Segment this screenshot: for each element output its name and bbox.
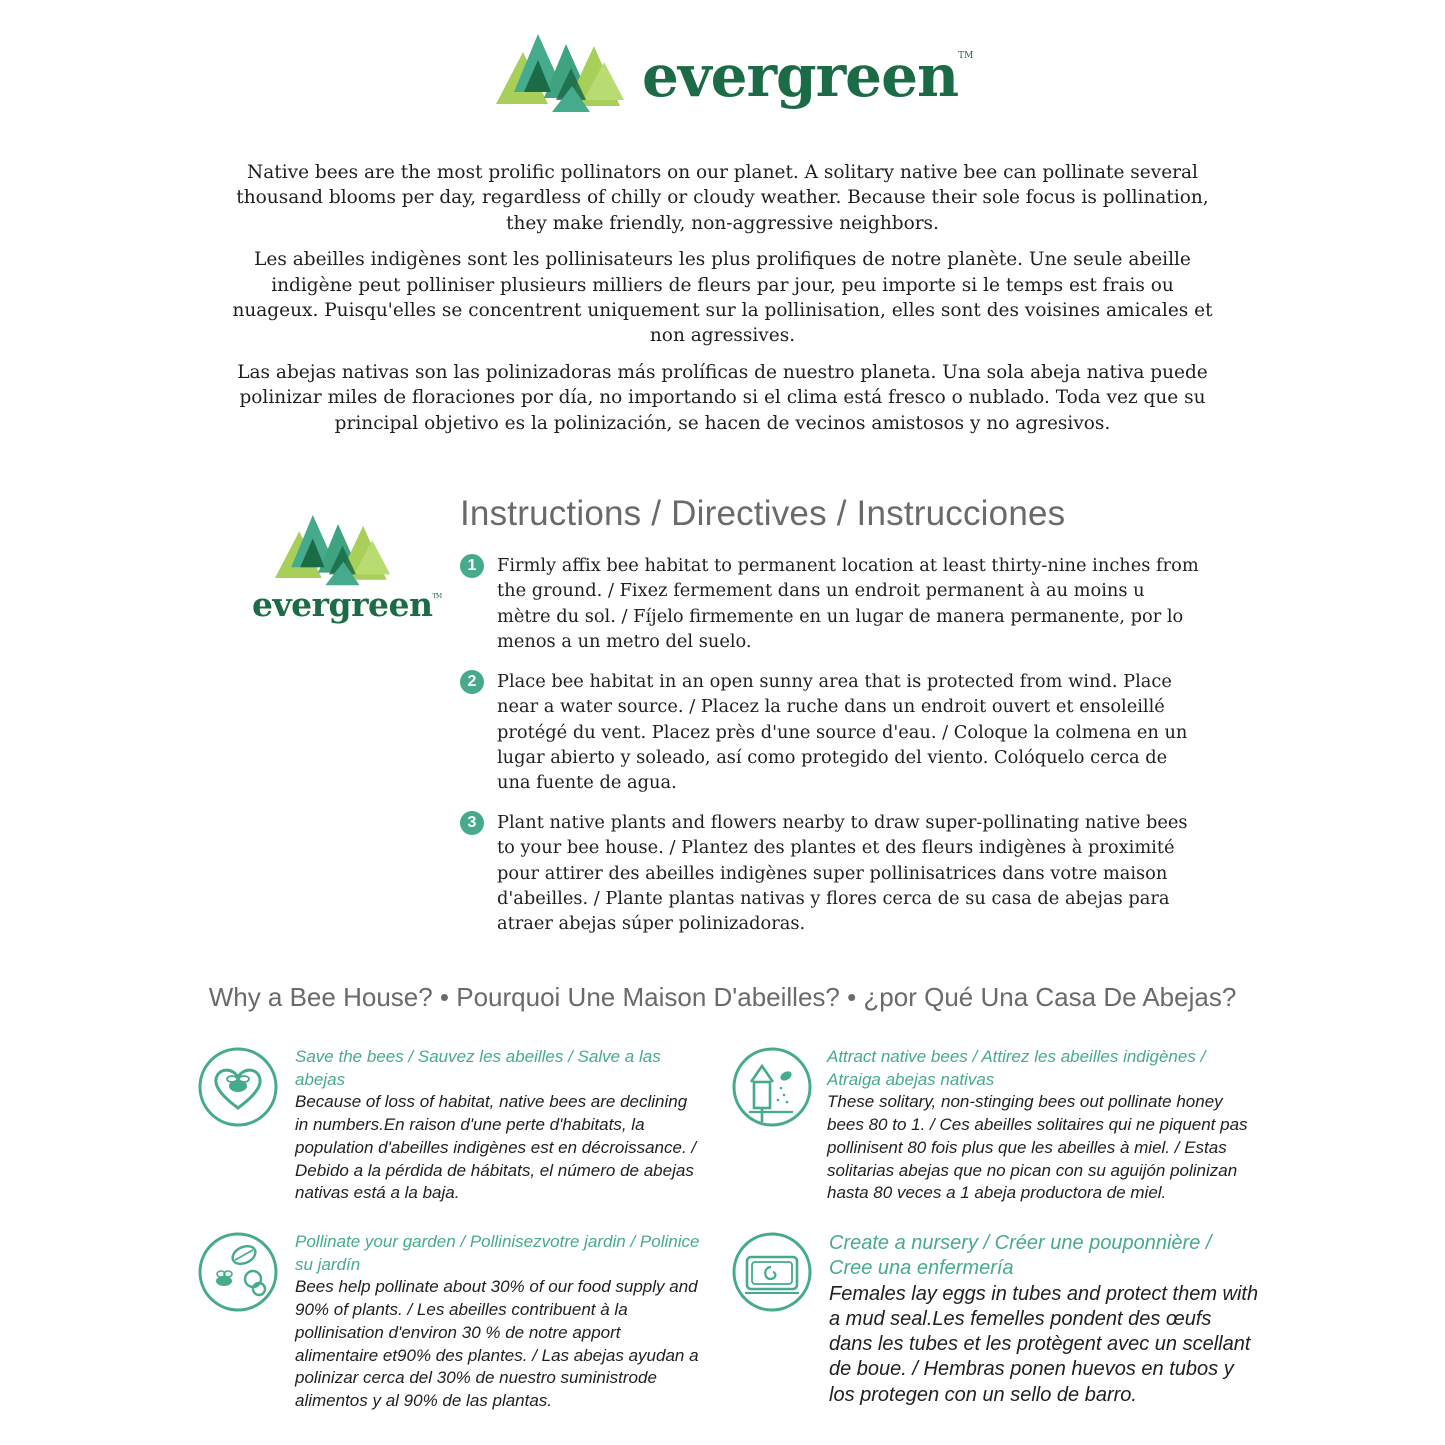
benefit-text: Females lay eggs in tubes and protect them with a mud seal.Les femelles pondent des œufs dans les tubes et les protègent avec un scellant de boue. / Hembras ponen huevos en tubos y los protegen con un sello de barro. [829, 1282, 1259, 1406]
intro-spanish: Las abejas nativas son las polinizadoras más prolíficas de nuestro planeta. Una sola abeja nativa puede polinizar miles de floraciones por día, no importando si el clima está fresco o nublado. Toda vez que su principal objetivo es la polinización, se hacen de vecinos amistosos y no agresivos. [237, 361, 1208, 434]
bee-house-icon [731, 1046, 813, 1128]
step-number-badge: 3 [460, 811, 484, 835]
garden-bee-icon [197, 1231, 279, 1313]
heart-bee-icon [197, 1046, 279, 1128]
step-number-badge: 2 [460, 670, 484, 694]
instruction-step [460, 810, 1200, 936]
top-logo [496, 34, 974, 118]
intro-english: Native bees are the most prolific pollinators on our planet. A solitary native bee can pollinate several thousand blooms per day, regardless of chilly or cloudy weather. Because their sole focus is pollination, they make friendly, non-aggressive neighbors. [236, 162, 1209, 234]
benefit-heading: Pollinate your garden / Pollinisezvotre jardin / Polinice su jardín [295, 1232, 700, 1274]
trademark-small: TM [432, 593, 442, 600]
benefit-text: These solitary, non-stinging bees out pollinate honey bees 80 to 1. / Ces abeilles solitaires qui ne piquent pas pollinisent 80 fois plus que les abeilles à miel. / Estas solitarias abejas que no pican con su aguijón polinizan hasta 80 veces a 1 abeja productora de miel. [827, 1092, 1248, 1203]
brand-name: evergreen [642, 42, 959, 110]
step-number-badge: 1 [460, 554, 484, 578]
benefit-heading: Create a nursery / Créer une pouponnière / Cree una enfermería [829, 1232, 1212, 1280]
benefit-text: Because of loss of habitat, native bees are declining in numbers.En raison d'une perte d'habitats, la population d'abeilles indigènes est en décroissance. / Debido a la pérdida de hábitats, el número de abejas nativas está a la baja. [295, 1092, 697, 1203]
benefit-text: Bees help pollinate about 30% of our food supply and 90% of plants. / Les abeilles contribuent à la pollinisation d'environ 30 % de notre apport alimentaire et90% des plantes. / Las abejas ayudan a polinizar cerca del 30% de nuestro suministrode alimentos y al 90% de las plantas. [295, 1277, 699, 1410]
nursery-tube-icon [731, 1231, 813, 1313]
step-text: Plant native plants and flowers nearby to draw super-pollinating native bees to your bee house. / Plantez des plantes et des fleurs indigènes à proximité pour attirer des abeilles indigènes super pollinisatrices dans votre maison d'abeilles. / Plante plantas nativas y flores cerca de su casa de abejas para atraer abejas súper polinizadoras. [497, 812, 1188, 935]
instruction-step [460, 553, 1200, 654]
step-text: Firmly affix bee habitat to permanent location at least thirty-nine inches from the ground. / Fixez fermement dans un endroit permanent à au moins u mètre du sol. / Fíjelo firmemente en un lugar de manera permanente, por lo menos a un metro del suelo. [497, 555, 1199, 652]
why-title: Why a Bee House? • Pourquoi Une Maison D'abeilles? • ¿por Qué Una Casa De Abejas? [208, 982, 1237, 1012]
instructions-title: Instructions / Directives / Instrucciones [460, 494, 1066, 533]
tree-logo-icon [496, 34, 636, 114]
instruction-step [460, 669, 1200, 795]
step-text: Place bee habitat in an open sunny area that is protected from wind. Place near a water source. / Placez la ruche dans un endroit ouvert et ensoleillé protégé du vent. Placez près d'une source d'eau. / Coloque la colmena en un lugar abierto y soleado, así como protegido del viento. Colóquelo cerca de una fuente de agua. [497, 671, 1188, 794]
tree-logo-small-icon [272, 515, 404, 587]
trademark: TM [958, 51, 974, 61]
intro [230, 160, 1215, 447]
benefit-heading: Save the bees / Sauvez les abeilles / Salve a las abejas [295, 1047, 661, 1089]
brand-name-small: evergreen [252, 585, 433, 624]
benefit-heading: Attract native bees / Attirez les abeilles indigènes / Atraiga abejas nativas [827, 1047, 1206, 1089]
intro-french: Les abeilles indigènes sont les pollinisateurs les plus prolifiques de notre planète. Une seule abeille indigène peut polliniser plusieurs milliers de fleurs par jour, peu importe si le temps est frais ou nuageux. Puisqu'elles se concentrent uniquement sur la pollinisation, elles sont des voisines amicales et non agressives. [232, 249, 1213, 347]
side-logo [250, 515, 442, 630]
